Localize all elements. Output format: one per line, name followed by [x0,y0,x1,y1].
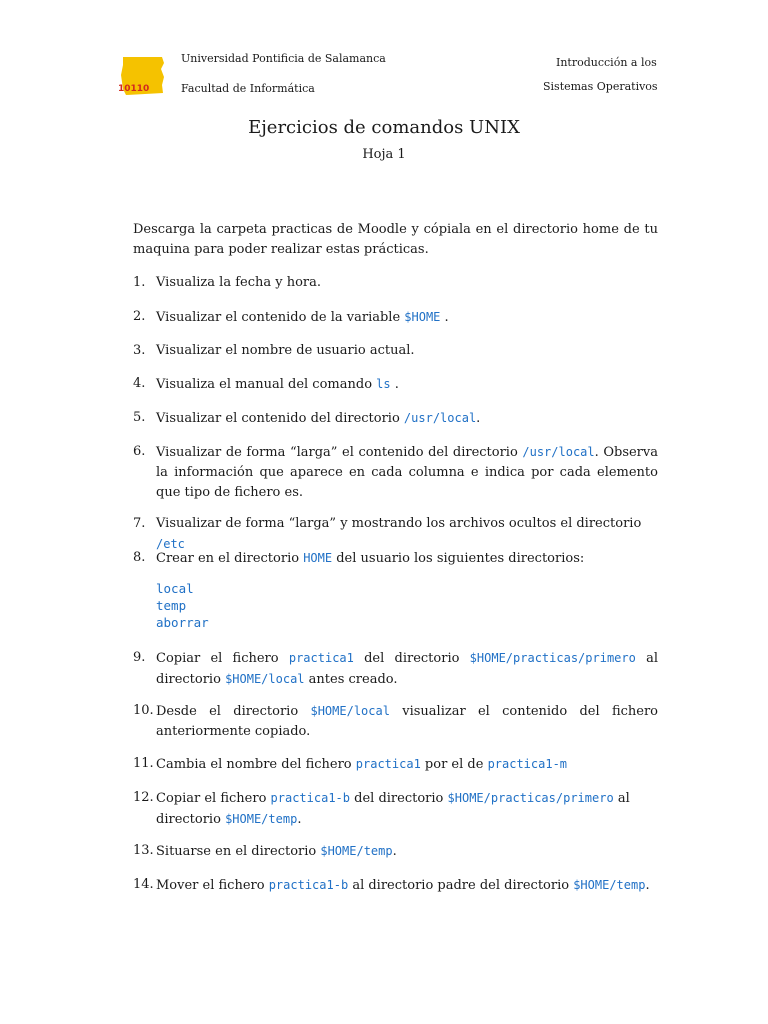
exercise-text-fragment: . [476,411,481,426]
exercise-text [156,374,658,395]
directory-item: temp [156,598,187,613]
exercise-text-fragment: . [390,377,399,392]
university-logo [118,55,166,97]
exercise-text-fragment: . [440,310,449,325]
code-term: $HOME/local [310,704,390,718]
code-term: $HOME/temp [320,844,393,858]
exercise-text-fragment: Visualizar el contenido de la variable [156,310,405,325]
exercise-number: 9. [133,650,146,665]
exercise-number: 5. [133,410,146,425]
page-subtitle: Hoja 1 [362,147,406,162]
exercise-text-fragment: Crear en el directorio [156,551,304,566]
exercise-item [133,442,658,503]
exercise-text [156,648,658,690]
exercise-item [133,754,658,775]
course-name-line2: Sistemas Operativos [543,80,658,93]
exercise-number: 12. [133,790,154,805]
exercise-text-fragment: . [392,844,397,859]
exercise-text [156,442,658,503]
exercise-text-fragment: Copiar el fichero [156,791,271,806]
code-term: $HOME/temp [225,812,298,826]
exercise-text-fragment: del usuario los siguientes directorios: [332,551,585,566]
directory-item: local [156,581,194,596]
exercise-text [156,273,658,293]
exercise-text-fragment: . [297,812,302,827]
code-term: HOME [303,551,333,565]
exercise-item [133,701,658,742]
directory-list [156,580,209,631]
code-term: $HOME [404,310,441,324]
exercise-item [133,841,658,862]
exercise-number: 11. [133,756,154,771]
exercise-number: 10. [133,703,154,718]
exercise-item [133,788,658,830]
exercise-text [156,754,658,775]
exercise-text-fragment: Copiar el fichero [156,651,289,666]
code-term: practica1-b [270,791,351,805]
exercise-number: 7. [133,516,146,531]
exercise-text-fragment: Situarse en el directorio [156,844,321,859]
exercise-text-fragment: Visualiza el manual del comando [156,377,377,392]
code-term: /usr/local [522,445,595,459]
exercise-text [156,548,658,569]
exercise-item [133,875,658,896]
intro-paragraph: Descarga la carpeta practicas de Moodle y cópiala en el directorio home de tu maquina para poder realizar estas prácticas. [133,222,658,257]
exercise-text-fragment: Cambia el nombre del fichero [156,757,356,772]
faculty-name: Facultad de Informática [181,82,315,95]
exercise-text-fragment: al directorio [156,791,630,827]
code-term: practica1-m [487,757,568,771]
exercise-item [133,273,658,293]
exercise-text-fragment: Visualizar de forma “larga” y mostrando los archivos ocultos el directorio [156,516,642,531]
code-term: $HOME/temp [573,878,646,892]
code-term: practica1-b [268,878,349,892]
exercise-text-fragment: Visualizar de forma “larga” el contenido del directorio [156,445,523,460]
code-term: practica1 [355,757,421,771]
exercise-text [156,341,658,361]
exercise-text-fragment: Mover el fichero [156,878,269,893]
exercise-text [156,701,658,742]
exercise-text-fragment: Visualizar el nombre de usuario actual. [156,343,415,358]
exercise-text-fragment: Visualizar el contenido del directorio [156,411,404,426]
exercise-text [156,841,658,862]
code-term: /etc [156,537,185,551]
exercise-item [133,408,658,429]
exercise-text [156,307,658,328]
exercise-text-fragment: por el de [420,757,488,772]
exercise-number: 14. [133,877,154,892]
directory-item: aborrar [156,615,209,630]
exercise-text-fragment: del directorio [350,791,448,806]
course-name-line1: Introducción a los [556,56,657,69]
exercise-text-fragment: . Observa la información que aparece en cada columna e indica por cada elemento que tipo de fichero es. [156,445,658,500]
code-term: $HOME/local [225,672,305,686]
exercise-item [133,341,658,361]
exercise-text [156,788,658,830]
code-term: $HOME/practicas/primero [469,651,636,665]
exercise-item [133,548,658,569]
exercise-text [156,875,658,896]
svg-text:10110: 10110 [118,84,150,94]
exercise-number: 4. [133,376,146,391]
exercise-text-fragment: al directorio padre del directorio [348,878,574,893]
exercise-item [133,374,658,395]
exercise-text-fragment: Desde el directorio [156,704,311,719]
code-term: ls [376,377,391,391]
exercise-item [133,307,658,328]
code-term: $HOME/practicas/primero [447,791,614,805]
code-term: practica1 [288,651,354,665]
exercise-number: 2. [133,309,146,324]
exercise-text-fragment: al directorio [156,651,658,687]
exercise-text [156,408,658,429]
exercise-number: 1. [133,275,146,290]
exercise-text-fragment: visualizar el contenido del fichero anteriormente copiado. [156,704,659,739]
exercise-text-fragment: del directorio [353,651,470,666]
exercise-text-fragment: antes creado. [304,672,398,687]
exercise-number: 3. [133,343,146,358]
exercise-number: 6. [133,444,146,459]
exercise-text-fragment: Visualiza la fecha y hora. [156,275,322,290]
exercise-text-fragment: . [645,878,650,893]
exercise-number: 13. [133,843,154,858]
institution-name: Universidad Pontificia de Salamanca [181,52,386,65]
code-term: /usr/local [403,411,477,425]
exercise-item [133,648,658,690]
exercise-number: 8. [133,550,146,565]
page-title: Ejercicios de comandos UNIX [248,117,520,138]
